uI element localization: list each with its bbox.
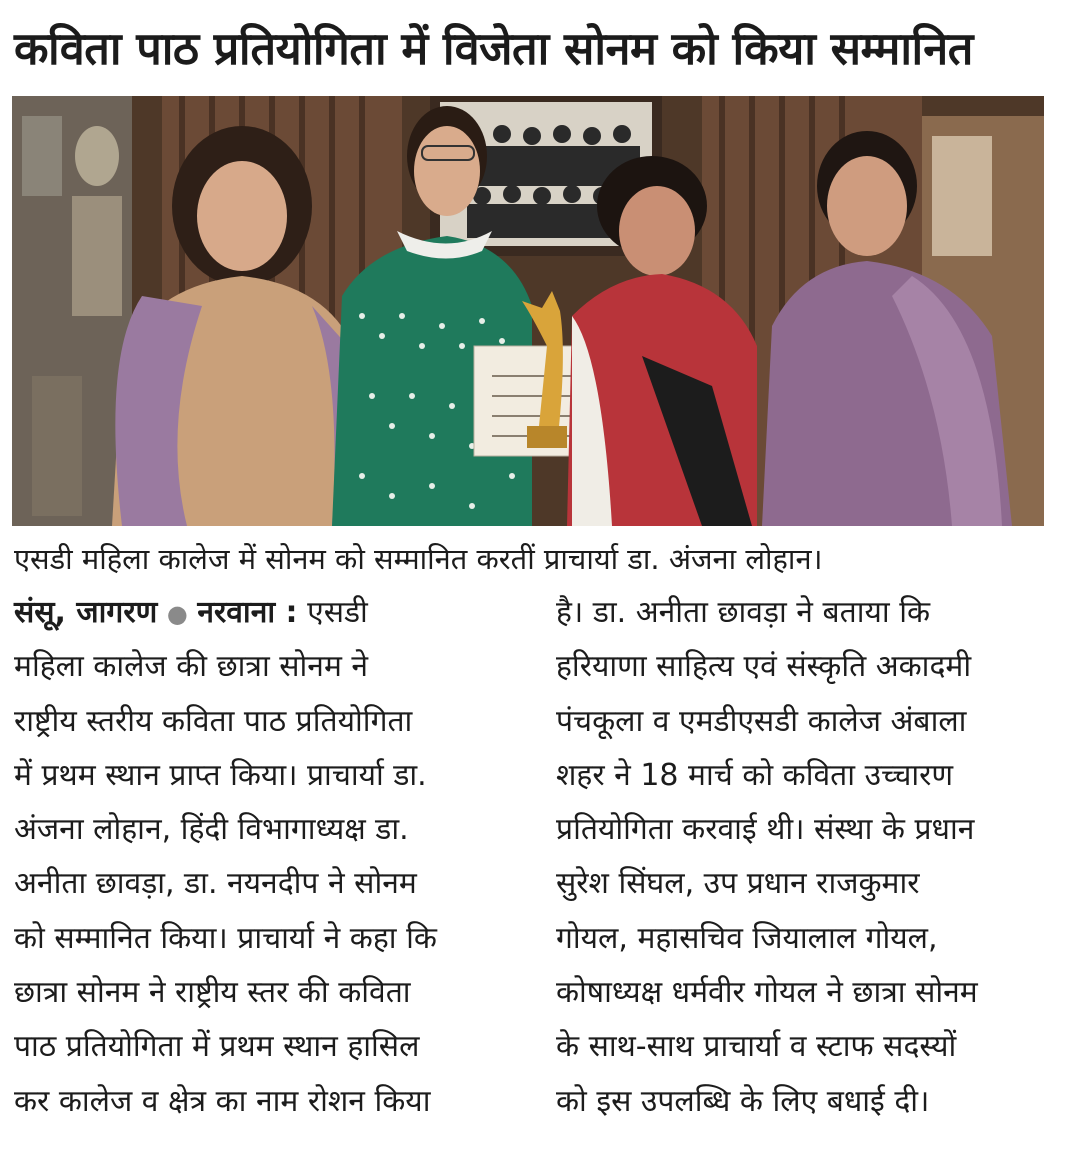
article-line: राष्ट्रीय स्तरीय कविता पाठ प्रतियोगिता [14,703,413,739]
article-column-left [14,586,514,1129]
byline-line [14,586,514,640]
article-line: कोषाध्यक्ष धर्मवीर गोयल ने छात्रा सोनम [556,975,978,1011]
article-line: शहर ने 18 मार्च को कविता उच्चारण [556,757,954,793]
article-line: कर कालेज व क्षेत्र का नाम रोशन किया [14,1083,431,1119]
article-line: गोयल, महासचिव जियालाल गोयल, [556,920,938,956]
news-photo [12,96,1044,526]
article-line: छात्रा सोनम ने राष्ट्रीय स्तर की कविता [14,975,411,1011]
article-line: पंचकूला व एमडीएसडी कालेज अंबाला [556,703,967,739]
article-line: अंजना लोहान, हिंदी विभागाध्यक्ष डा. [14,812,409,848]
article-line: में प्रथम स्थान प्राप्त किया। प्राचार्या डा. [14,757,427,793]
byline-author: संसू, जागरण [14,595,158,630]
article-line: अनीता छावड़ा, डा. नयनदीप ने सोनम [14,866,417,902]
bullet-icon: ● [166,600,188,628]
article-line: हरियाणा साहित्य एवं संस्कृति अकादमी [556,649,972,685]
article-line: महिला कालेज की छात्रा सोनम ने [14,649,369,685]
photo-caption: एसडी महिला कालेज में सोनम को सम्मानित करतीं प्राचार्या डा. अंजना लोहान। [14,542,823,576]
article-line: पाठ प्रतियोगिता में प्रथम स्थान हासिल [14,1029,420,1065]
article-line: को सम्मानित किया। प्राचार्या ने कहा कि [14,920,437,956]
article-line: को इस उपलब्धि के लिए बधाई दी। [556,1083,930,1119]
article-line: प्रतियोगिता करवाई थी। संस्था के प्रधान [556,812,975,848]
article-line: है। डा. अनीता छावड़ा ने बताया कि [556,595,931,630]
article-column-right [556,586,1056,1129]
article-line: सुरेश सिंघल, उप प्रधान राजकुमार [556,866,920,902]
article-text: एसडी [297,595,368,630]
headline: कविता पाठ प्रतियोगिता में विजेता सोनम को किया सम्मानित [14,22,973,75]
byline-place: नरवाना : [197,595,298,630]
article-line: के साथ-साथ प्राचार्या व स्टाफ सदस्यों [556,1029,957,1065]
